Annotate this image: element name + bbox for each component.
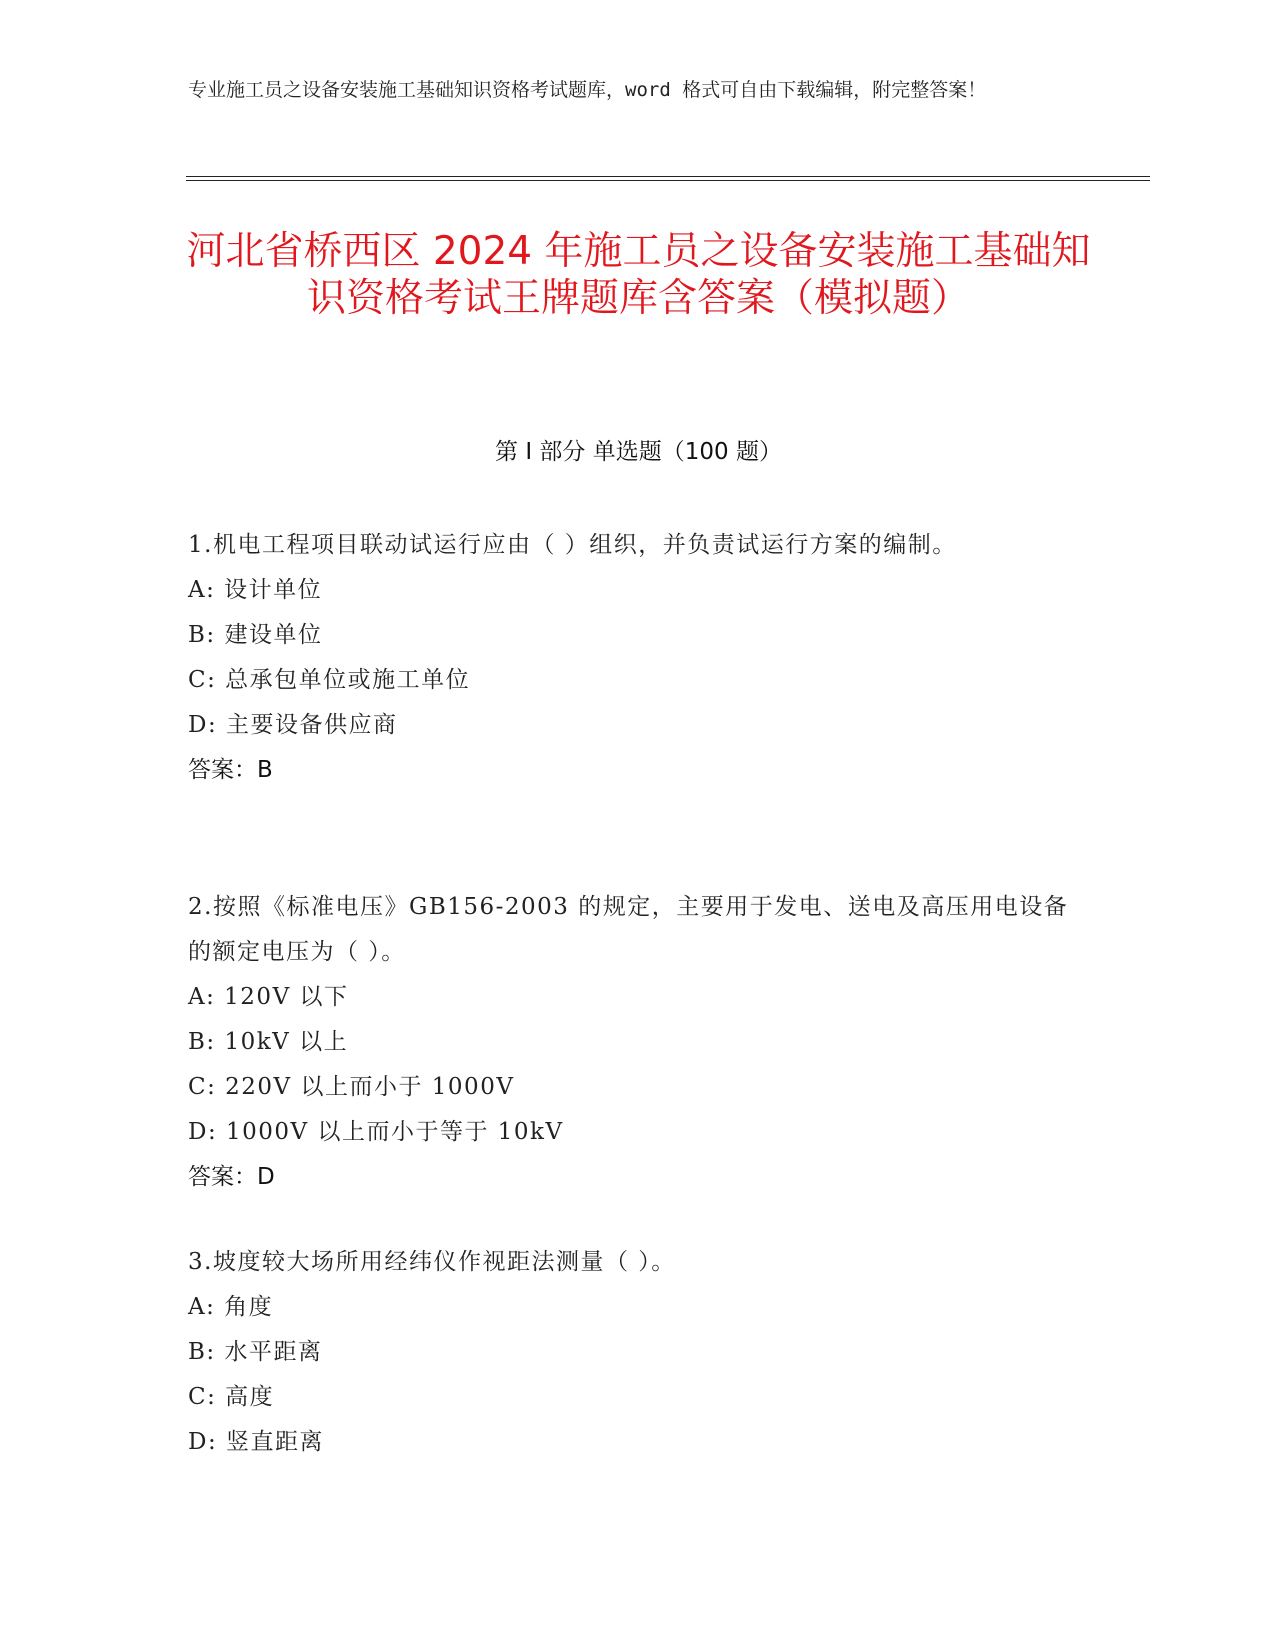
question-stem: 2.按照《标准电压》GB156-2003 的规定，主要用于发电、送电及高压用电设备的额定电压为（ ）。 — [188, 894, 1069, 965]
answer-line: 答案：B — [188, 757, 273, 783]
option-b: B: 水平距离 — [188, 1339, 323, 1365]
question-3 — [188, 1240, 1088, 1465]
answer-line: 答案：D — [188, 1164, 275, 1190]
question-stem: 3.坡度较大场所用经纬仪作视距法测量（ ）。 — [188, 1249, 676, 1275]
option-d: D: 竖直距离 — [188, 1429, 325, 1455]
option-a: A: 120V 以下 — [188, 984, 349, 1010]
section-title: 第 I 部分 单选题（100 题） — [495, 439, 782, 465]
option-c: C: 220V 以上而小于 1000V — [188, 1074, 515, 1100]
question-2 — [188, 885, 1088, 1200]
question-stem: 1.机电工程项目联动试运行应由（ ）组织，并负责试运行方案的编制。 — [188, 532, 957, 558]
option-a: A: 设计单位 — [188, 577, 323, 603]
header-note: 专业施工员之设备安装施工基础知识资格考试题库，word 格式可自由下载编辑，附完整答案！ — [188, 79, 987, 101]
question-1 — [188, 523, 1088, 793]
option-a: A: 角度 — [188, 1294, 274, 1320]
option-b: B: 10kV 以上 — [188, 1029, 349, 1055]
header-divider-top — [186, 176, 1150, 177]
header-divider-bottom — [186, 180, 1150, 181]
option-c: C: 总承包单位或施工单位 — [188, 667, 471, 693]
document-title: 河北省桥西区 2024 年施工员之设备安装施工基础知识资格考试王牌题库含答案（模拟题） — [186, 229, 1091, 321]
option-d: D: 1000V 以上而小于等于 10kV — [188, 1119, 564, 1145]
option-d: D: 主要设备供应商 — [188, 712, 398, 738]
option-b: B: 建设单位 — [188, 622, 323, 648]
option-c: C: 高度 — [188, 1384, 275, 1410]
